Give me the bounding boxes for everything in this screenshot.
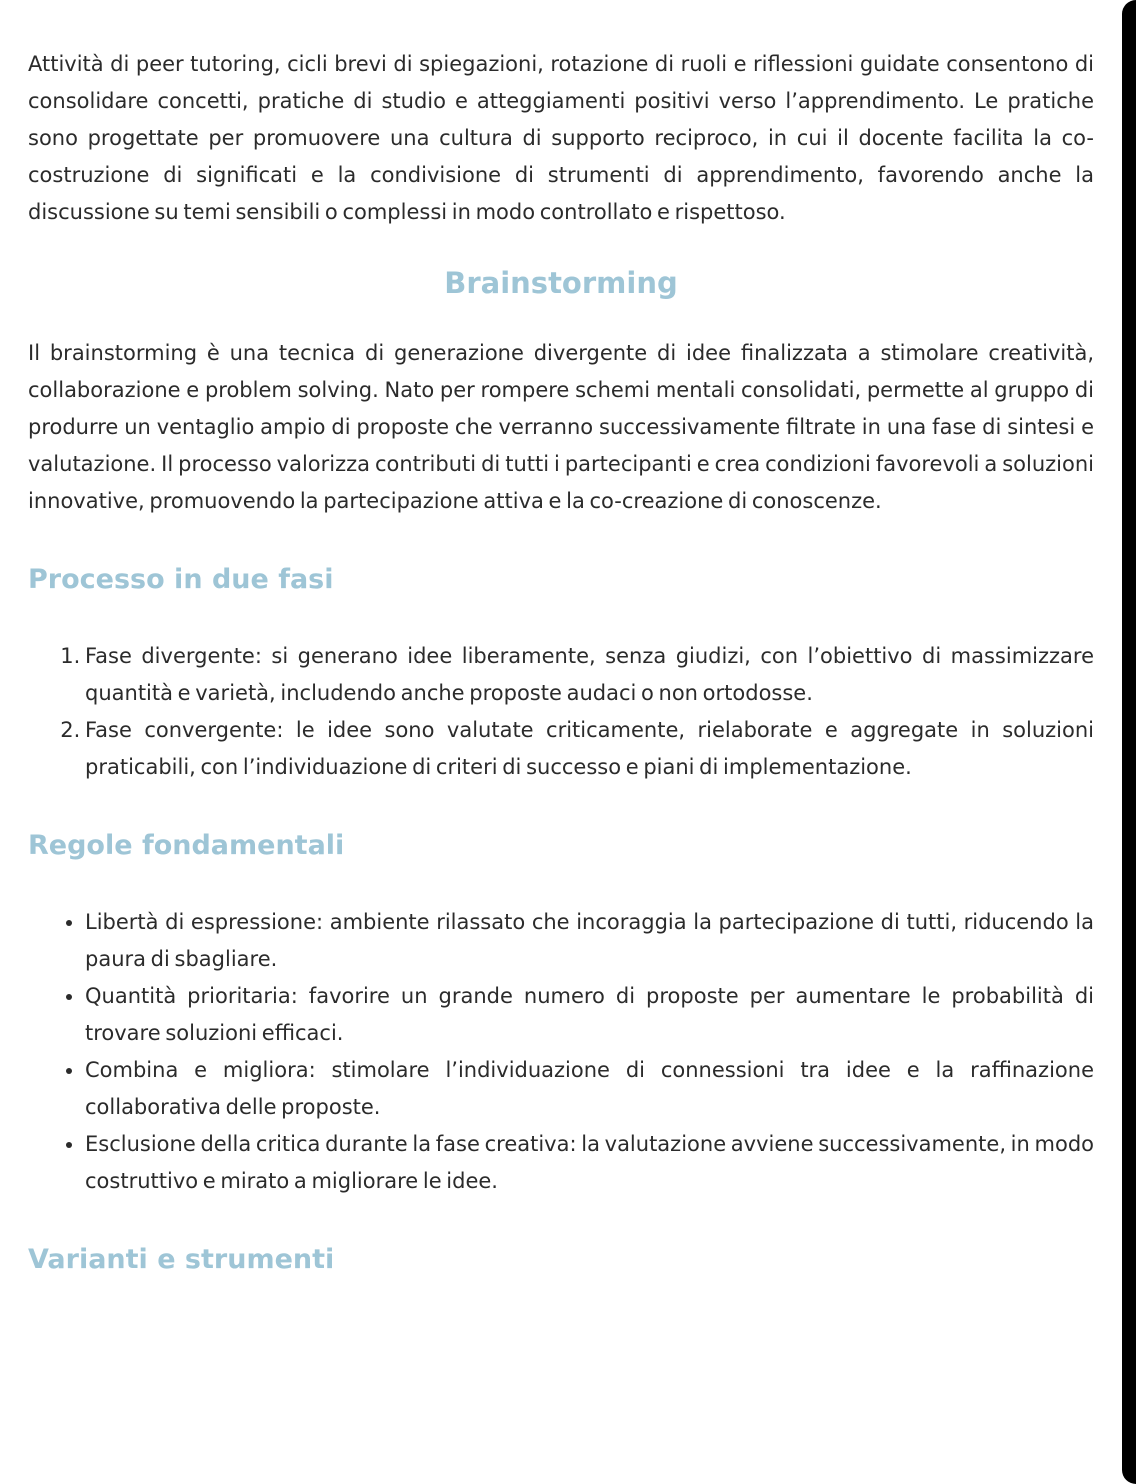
list-item: • Combina e migliora: stimolare l’individuazione di connessioni tra idee e la raffinazione collaborativa delle proposte. xyxy=(85,1052,1094,1126)
list-item: • Libertà di espressione: ambiente rilassato che incoraggia la partecipazione di tutti, riducendo la paura di sbagliare. xyxy=(85,904,1094,978)
list-item: • Esclusione della critica durante la fase creativa: la valutazione avviene successivamente, in modo costruttivo e mirato a migliorare le idee. xyxy=(85,1126,1094,1200)
rules-list xyxy=(28,904,1094,1200)
intro-paragraph: Attività di peer tutoring, cicli brevi di spiegazioni, rotazione di ruoli e riflessioni guidate consentono di consolidare concetti, pratiche di studio e atteggiamenti positivi verso l’apprendimento. Le pratiche sono progettate per promuovere una cultura di supporto reciproco, in cui il docente facilita la co-costruzione di significati e la condivisione di strumenti di apprendimento, favorendo anche la discussione su temi sensibili o complessi in modo controllato e rispettoso. xyxy=(28,52,1094,224)
window-edge xyxy=(1122,0,1136,1484)
rules-heading: Regole fondamentali xyxy=(28,830,345,861)
phases-heading: Processo in due fasi xyxy=(28,564,334,595)
list-item: • Quantità prioritaria: favorire un grande numero di proposte per aumentare le probabilità di trovare soluzioni efficaci. xyxy=(85,978,1094,1052)
list-item: 1. Fase divergente: si generano idee liberamente, senza giudizi, con l’obiettivo di massimizzare quantità e varietà, includendo anche proposte audaci o non ortodosse. xyxy=(85,638,1094,712)
section-paragraph: Il brainstorming è una tecnica di generazione divergente di idee finalizzata a stimolare creatività, collaborazione e problem solving. Nato per rompere schemi mentali consolidati, permette al gruppo di produrre un ventaglio ampio di proposte che verranno successivamente filtrate in una fase di sintesi e valutazione. Il processo valorizza contributi di tutti i partecipanti e crea condizioni favorevoli a soluzioni innovative, promuovendo la partecipazione attiva e la co-creazione di conoscenze. xyxy=(28,341,1094,513)
phases-list xyxy=(28,638,1094,786)
variants-heading: Varianti e strumenti xyxy=(28,1244,335,1275)
list-item: 2. Fase convergente: le idee sono valutate criticamente, rielaborate e aggregate in soluzioni praticabili, con l’individuazione di criteri di successo e piani di implementazione. xyxy=(85,712,1094,786)
section-title: Brainstorming xyxy=(444,266,678,300)
document-body xyxy=(28,46,1094,1280)
